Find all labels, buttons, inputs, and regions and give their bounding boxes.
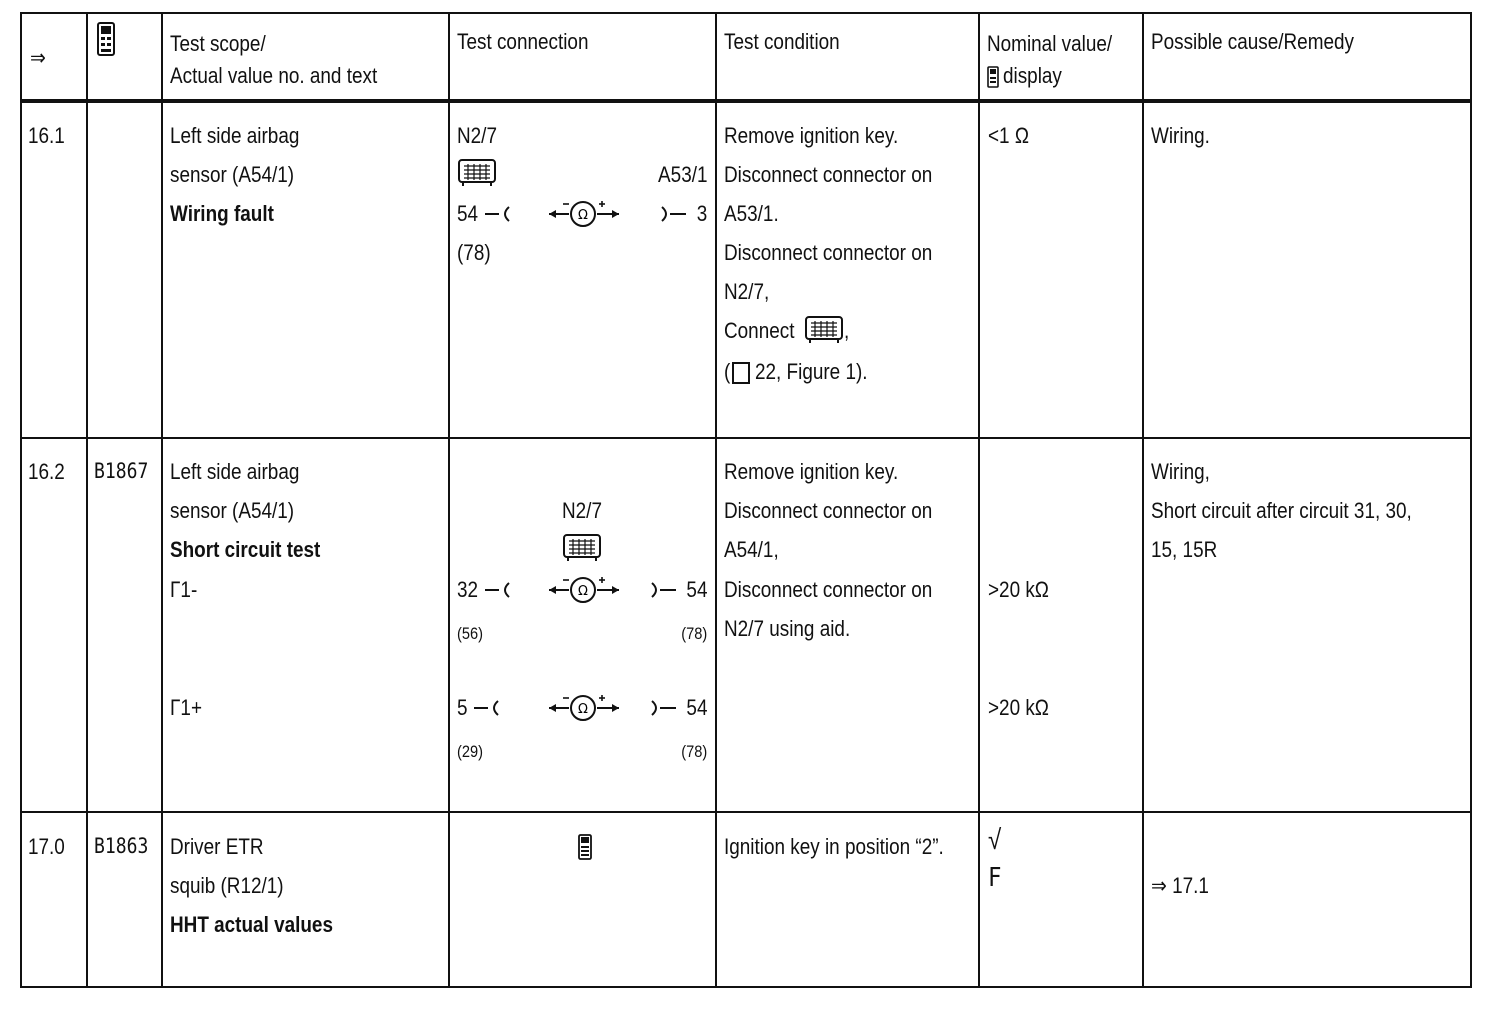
svg-text:Ω: Ω xyxy=(578,702,588,717)
svg-text:Ω: Ω xyxy=(578,208,588,223)
hht-device-icon xyxy=(987,66,999,88)
nominal-value: >20 kΩ xyxy=(988,577,1049,602)
condition-text: Disconnect connector on xyxy=(724,162,933,187)
condition-text: 22, Figure 1). xyxy=(755,359,868,384)
svg-text:Ω: Ω xyxy=(578,584,588,599)
fault-code: B1863 xyxy=(94,834,149,858)
column-divider xyxy=(978,14,980,986)
ohmmeter-icon xyxy=(547,574,621,606)
condition-text: Ignition key in position “2”. xyxy=(724,834,944,859)
status-ok-symbol: √ xyxy=(988,824,1002,855)
row-divider xyxy=(22,811,1470,813)
row-divider xyxy=(22,437,1470,439)
step-number: 16.1 xyxy=(28,123,65,148)
condition-text: Remove ignition key. xyxy=(724,459,899,484)
pin-sub-label: (78) xyxy=(680,742,707,761)
scope-text: Left side airbag xyxy=(170,123,300,148)
pin-number: 32 xyxy=(457,577,479,602)
condition-text: N2/7 using aid. xyxy=(724,616,851,641)
column-divider xyxy=(86,14,88,986)
condition-text: A53/1. xyxy=(724,201,779,226)
test-box-icon xyxy=(458,159,496,187)
test-box-icon xyxy=(563,534,601,562)
remedy-text: Wiring. xyxy=(1151,123,1210,148)
connector-plug-icon xyxy=(660,205,686,223)
reference-book-icon xyxy=(732,362,750,384)
connection-label: N2/7 xyxy=(457,123,497,148)
header-divider xyxy=(22,99,1470,103)
scope-polarity: Γ1+ xyxy=(170,695,202,720)
connector-socket-icon xyxy=(485,581,517,599)
diagnostic-table xyxy=(20,12,1472,988)
remedy-text: Short circuit after circuit 31, 30, xyxy=(1151,498,1412,523)
condition-text: Disconnect connector on xyxy=(724,240,933,265)
scope-title: Short circuit test xyxy=(170,537,321,562)
nominal-value: >20 kΩ xyxy=(988,695,1049,720)
test-box-icon xyxy=(805,316,843,344)
scope-text: sensor (A54/1) xyxy=(170,162,295,187)
pin-number: 5 xyxy=(457,695,468,720)
condition-text: A54/1, xyxy=(724,537,779,562)
connector-plug-icon xyxy=(650,699,676,717)
pin-sub-label: (78) xyxy=(680,624,707,643)
hht-device-icon xyxy=(578,834,592,860)
column-divider xyxy=(1142,14,1144,986)
condition-text: Remove ignition key. xyxy=(724,123,899,148)
connector-plug-icon xyxy=(650,581,676,599)
remedy-text: Wiring, xyxy=(1151,459,1210,484)
scope-text: sensor (A54/1) xyxy=(170,498,295,523)
nominal-value: <1 Ω xyxy=(988,123,1029,148)
ohmmeter-icon xyxy=(547,692,621,724)
step-number: 17.0 xyxy=(28,834,65,859)
column-divider xyxy=(715,14,717,986)
status-fail-symbol: F xyxy=(988,863,1002,893)
pin-number: 54 xyxy=(457,201,479,226)
connection-label: N2/7 xyxy=(562,498,602,523)
fault-code: B1867 xyxy=(94,459,149,483)
ohmmeter-icon xyxy=(547,198,621,230)
column-divider xyxy=(448,14,450,986)
scope-title: HHT actual values xyxy=(170,912,333,937)
pin-sub-label: (29) xyxy=(457,742,484,761)
pin-number: 54 xyxy=(685,577,707,602)
remedy-text: 15, 15R xyxy=(1151,537,1218,562)
connector-socket-icon xyxy=(474,699,506,717)
connector-socket-icon xyxy=(485,205,517,223)
scope-text: squib (R12/1) xyxy=(170,873,284,898)
condition-text: Disconnect connector on xyxy=(724,498,933,523)
scope-text: Driver ETR xyxy=(170,834,264,859)
hht-device-icon xyxy=(96,22,116,56)
condition-text: , xyxy=(844,318,850,343)
column-divider xyxy=(161,14,163,986)
header-test-condition: Test condition xyxy=(724,29,840,54)
scope-text: Left side airbag xyxy=(170,459,300,484)
pin-number: 3 xyxy=(696,201,707,226)
header-test-scope: Test scope/ xyxy=(170,31,266,56)
scope-polarity: Γ1- xyxy=(170,577,198,602)
connection-label: A53/1 xyxy=(657,162,707,187)
step-number: 16.2 xyxy=(28,459,65,484)
header-test-connection: Test connection xyxy=(457,29,589,54)
header-remedy: Possible cause/Remedy xyxy=(1151,29,1354,54)
condition-text: N2/7, xyxy=(724,279,770,304)
condition-text: ( xyxy=(724,359,731,384)
pin-sub-label: (56) xyxy=(457,624,484,643)
pin-sub-label: (78) xyxy=(457,240,491,265)
scope-title: Wiring fault xyxy=(170,201,274,226)
header-nominal-value: Nominal value/ xyxy=(987,31,1113,56)
condition-text: Connect xyxy=(724,318,795,343)
header-arrow: ⇒ xyxy=(30,45,46,70)
header-actual-value: Actual value no. and text xyxy=(170,63,378,88)
header-display: display xyxy=(1003,63,1062,88)
remedy-text: ⇒ 17.1 xyxy=(1151,873,1209,898)
pin-number: 54 xyxy=(685,695,707,720)
condition-text: Disconnect connector on xyxy=(724,577,933,602)
